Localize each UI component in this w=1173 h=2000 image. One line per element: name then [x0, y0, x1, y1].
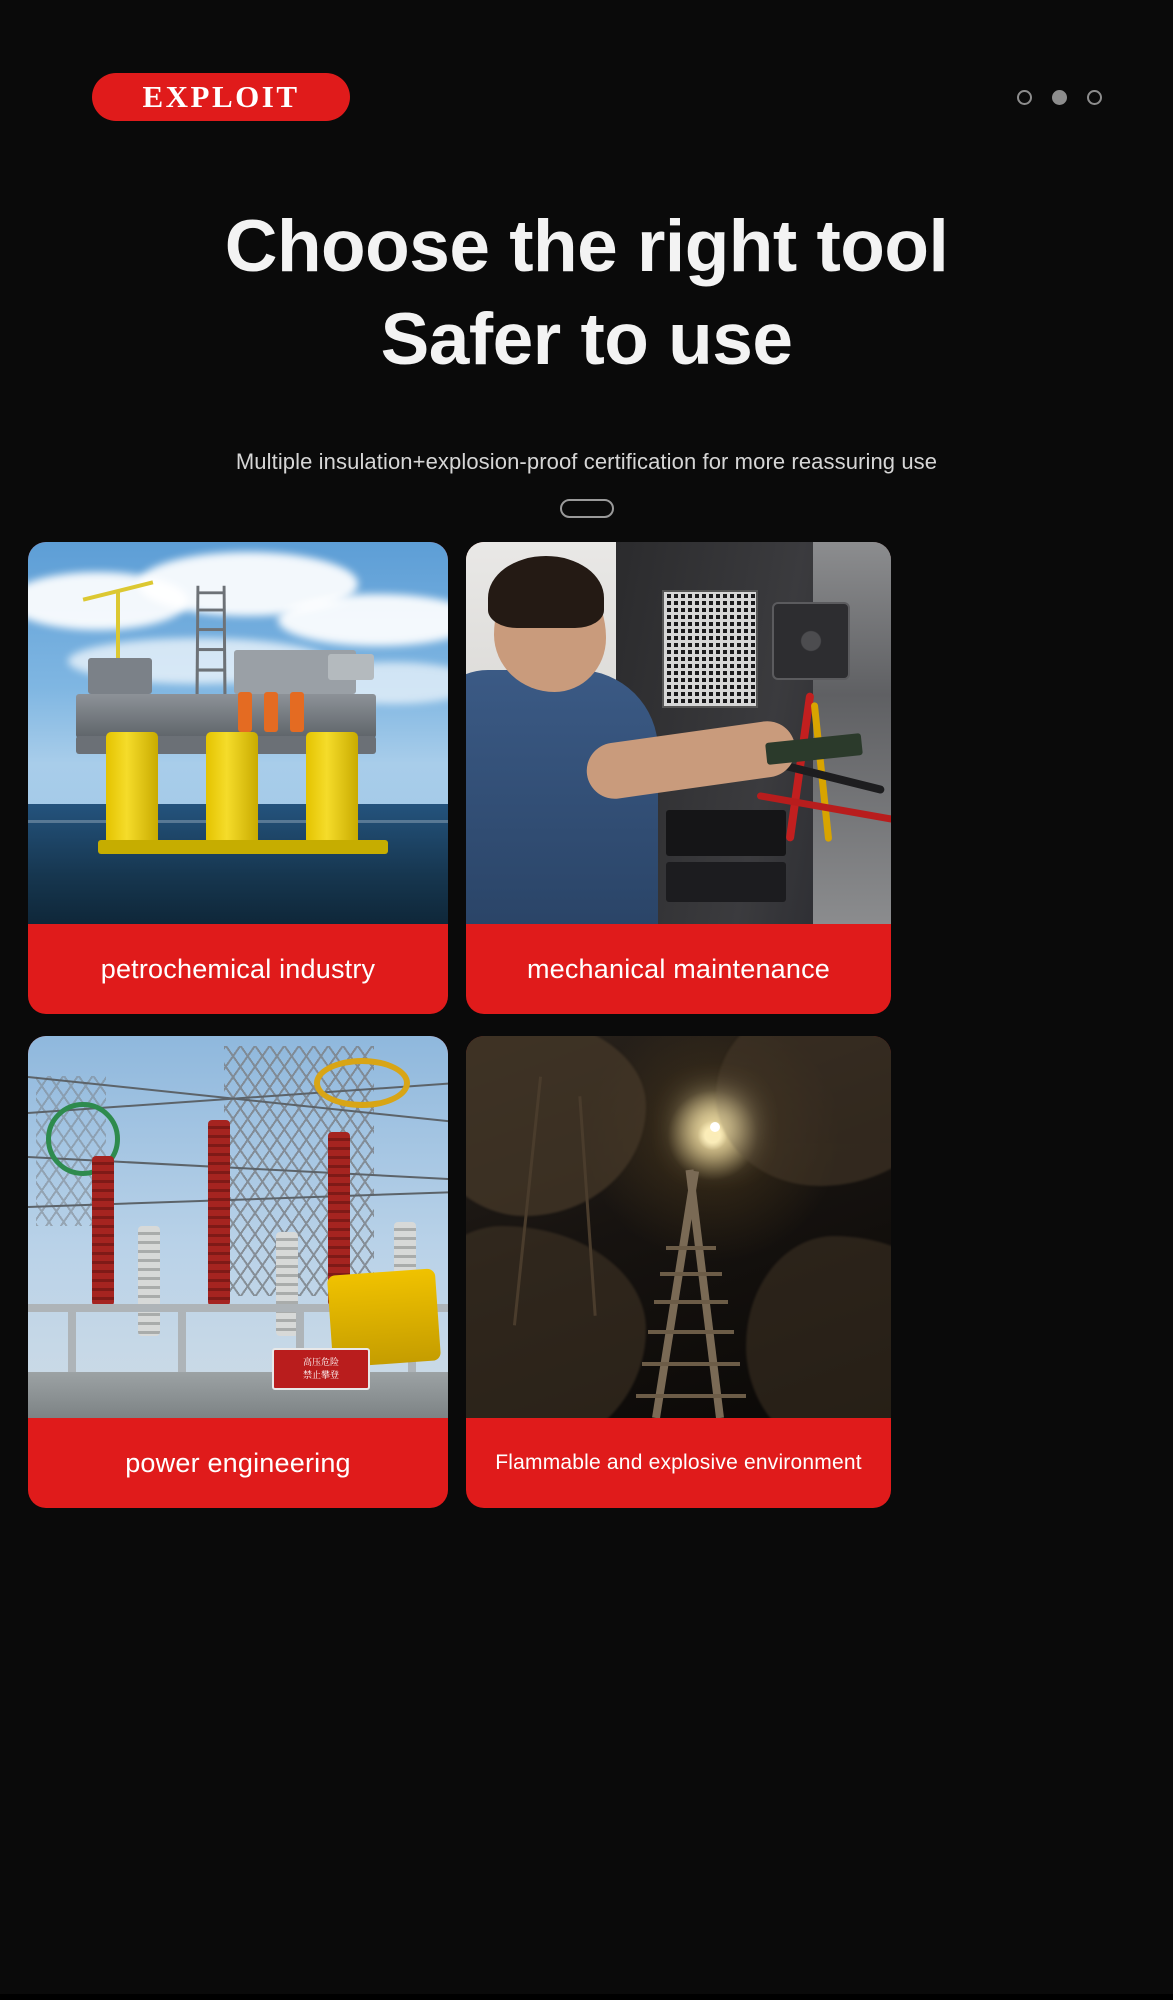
- platform-module: [88, 658, 152, 694]
- rail-sleeper: [660, 1272, 722, 1276]
- rail-sleeper: [648, 1330, 734, 1334]
- card-power-engineering[interactable]: [28, 1036, 448, 1508]
- drilling-derrick: [196, 586, 227, 696]
- drive-bay: [666, 810, 786, 856]
- substation-image: [28, 1036, 448, 1418]
- card-label: power engineering: [125, 1447, 351, 1478]
- rail-sleeper: [636, 1394, 746, 1398]
- card-mechanical-maintenance[interactable]: [466, 542, 891, 1014]
- brand-label: EXPLOIT: [142, 79, 300, 114]
- platform-leg: [106, 732, 158, 850]
- rail-sleeper: [642, 1362, 740, 1366]
- page-header: [0, 72, 1173, 122]
- rail-sleeper: [654, 1300, 728, 1304]
- pontoon: [98, 840, 388, 854]
- insulator-red: [92, 1156, 114, 1306]
- page-title-line-2: Safer to use: [380, 299, 793, 381]
- case-vent-mesh: [662, 590, 758, 708]
- pagination-dot-2[interactable]: [1052, 90, 1067, 105]
- pagination-dot-3[interactable]: [1087, 90, 1102, 105]
- card-label: petrochemical industry: [100, 953, 376, 984]
- card-label: mechanical maintenance: [526, 953, 831, 984]
- platform-leg: [306, 732, 358, 850]
- insulator-grey: [276, 1232, 298, 1336]
- pagination-dot-1[interactable]: [1017, 90, 1032, 105]
- platform-module: [328, 654, 374, 680]
- carousel-pagination[interactable]: [1017, 90, 1118, 105]
- page-title: [0, 200, 1173, 387]
- orange-tank: [264, 692, 278, 732]
- ground: [28, 1372, 448, 1418]
- oil-platform-image: [28, 542, 448, 924]
- page-subtitle: Multiple insulation+explosion-proof certification for more reassuring use: [235, 448, 938, 474]
- divider-pill: [560, 499, 614, 518]
- platform-leg: [206, 732, 258, 850]
- mine-lamp-light: [710, 1122, 720, 1132]
- card-label: Flammable and explosive environment: [495, 1451, 862, 1474]
- brand-logo[interactable]: [92, 73, 350, 121]
- technician-body: [466, 670, 658, 924]
- page-footer-bar: [0, 1994, 1173, 2000]
- rail-sleeper: [666, 1246, 716, 1250]
- insulator-red: [208, 1120, 230, 1306]
- warning-sign: 高压危险 禁止攀登: [272, 1348, 370, 1390]
- yellow-ring-conductor: [314, 1058, 410, 1108]
- card-petrochemical-industry[interactable]: [28, 542, 448, 1014]
- card-flammable-environment[interactable]: [466, 1036, 891, 1508]
- case-fan: [772, 602, 850, 680]
- page-title-line-1: Choose the right tool: [224, 206, 949, 287]
- use-case-grid: [28, 542, 1145, 1508]
- mine-tunnel-image: [466, 1036, 891, 1418]
- hero-section: [0, 200, 1173, 518]
- computer-repair-image: [466, 542, 891, 924]
- insulator-grey: [138, 1226, 160, 1336]
- orange-tank: [238, 692, 252, 732]
- orange-tank: [290, 692, 304, 732]
- drive-bay: [666, 862, 786, 902]
